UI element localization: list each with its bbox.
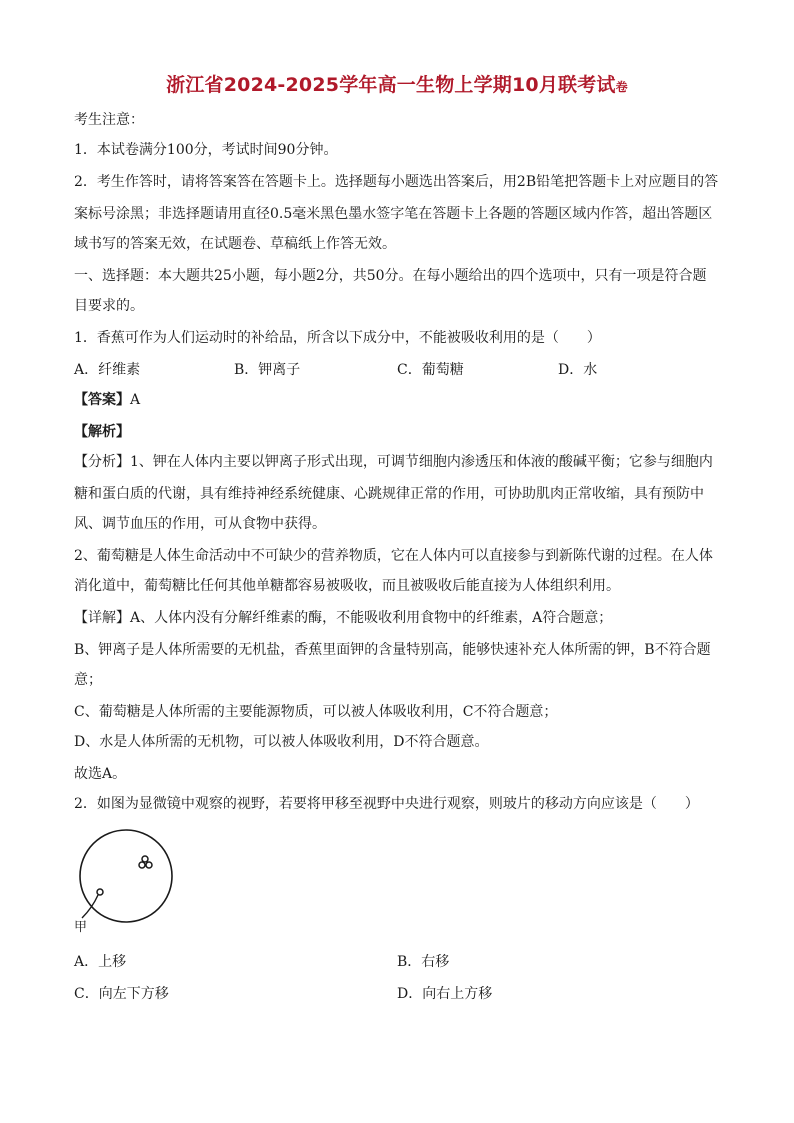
- label-leader-line: [82, 895, 98, 918]
- q1-option-d: D．水: [558, 362, 598, 378]
- analysis-line: D、水是人体所需的无机物，可以被人体吸收利用，D不符合题意。: [74, 734, 489, 750]
- figure-label-jia: 甲: [74, 920, 88, 935]
- notice-heading: 考生注意：: [74, 112, 144, 128]
- q1-answer: [74, 390, 140, 410]
- analysis-line: 风、调节血压的作用，可从食物中获得。: [74, 516, 326, 532]
- analysis-conclusion: 故选A。: [74, 766, 127, 782]
- analysis-line: 糖和蛋白质的代谢，具有维持神经系统健康、心跳规律正常的作用，可协助肌肉正常收缩，具有预防中: [74, 486, 704, 502]
- q2-option-c: C．向左下方移: [74, 986, 169, 1002]
- analysis-label: 【解析】: [74, 424, 130, 440]
- q1-option-a: A．纤维素: [74, 362, 141, 378]
- microscope-field-figure: [74, 824, 184, 936]
- q1-option-c: C．葡萄糖: [397, 362, 464, 378]
- analysis-line: B、钾离子是人体所需要的无机盐，香蕉里面钾的含量特别高，能够快速补充人体所需的钾，B不符合题: [74, 642, 711, 658]
- analysis-line: 2、葡萄糖是人体生命活动中不可缺少的营养物质，它在人体内可以直接参与到新陈代谢的过程。在人体: [74, 548, 713, 564]
- analysis-line: 【分析】1、钾在人体内主要以钾离子形式出现，可调节细胞内渗透压和体液的酸碱平衡；它参与细胞内: [74, 454, 713, 470]
- section-heading: 一、选择题：本大题共25小题，每小题2分，共50分。在每小题给出的四个选项中，只有一项是符合题: [74, 268, 707, 284]
- question-2-stem: 2．如图为显微镜中观察的视野，若要将甲移至视野中央进行观察，则玻片的移动方向应该是（ ）: [74, 796, 699, 812]
- analysis-line: 意；: [74, 672, 102, 688]
- title-main: 浙江省2024-2025学年高一生物上学期10月联考试: [166, 74, 616, 96]
- q2-option-a: A．上移: [74, 954, 127, 970]
- analysis-line: C、葡萄糖是人体所需的主要能源物质，可以被人体吸收利用，C不符合题意；: [74, 704, 558, 720]
- analysis-line: 【详解】A、人体内没有分解纤维素的酶，不能吸收利用食物中的纤维素，A符合题意；: [74, 610, 613, 626]
- notice-line: 案标号涂黑；非选择题请用直径0.5毫米黑色墨水签字笔在答题卡上各题的答题区域内作答，超出答题区: [74, 206, 713, 222]
- cell-cluster: [139, 856, 152, 868]
- notice-line: 域书写的答案无效，在试题卷、草稿纸上作答无效。: [74, 236, 396, 252]
- notice-line: 2．考生作答时，请将答案答在答题卡上。选择题每小题选出答案后，用2B铅笔把答题卡上对应题目的答: [74, 174, 719, 190]
- question-1-stem: 1．香蕉可作为人们运动时的补给品，所含以下成分中，不能被吸收利用的是（ ）: [74, 330, 601, 346]
- title-suffix: 卷: [615, 80, 628, 94]
- page-title: [0, 70, 794, 97]
- field-of-view-circle: [80, 830, 172, 922]
- answer-label: 【答案】: [74, 392, 130, 408]
- section-heading: 目要求的。: [74, 298, 144, 314]
- q1-option-b: B．钾离子: [234, 362, 301, 378]
- target-cell-jia: [97, 889, 103, 895]
- q2-option-d: D．向右上方移: [397, 986, 493, 1002]
- answer-value: A: [130, 392, 141, 408]
- notice-line: 1．本试卷满分100分，考试时间90分钟。: [74, 142, 338, 158]
- q2-option-b: B．右移: [397, 954, 450, 970]
- analysis-line: 消化道中，葡萄糖比任何其他单糖都容易被吸收，而且被吸收后能直接为人体组织利用。: [74, 578, 620, 594]
